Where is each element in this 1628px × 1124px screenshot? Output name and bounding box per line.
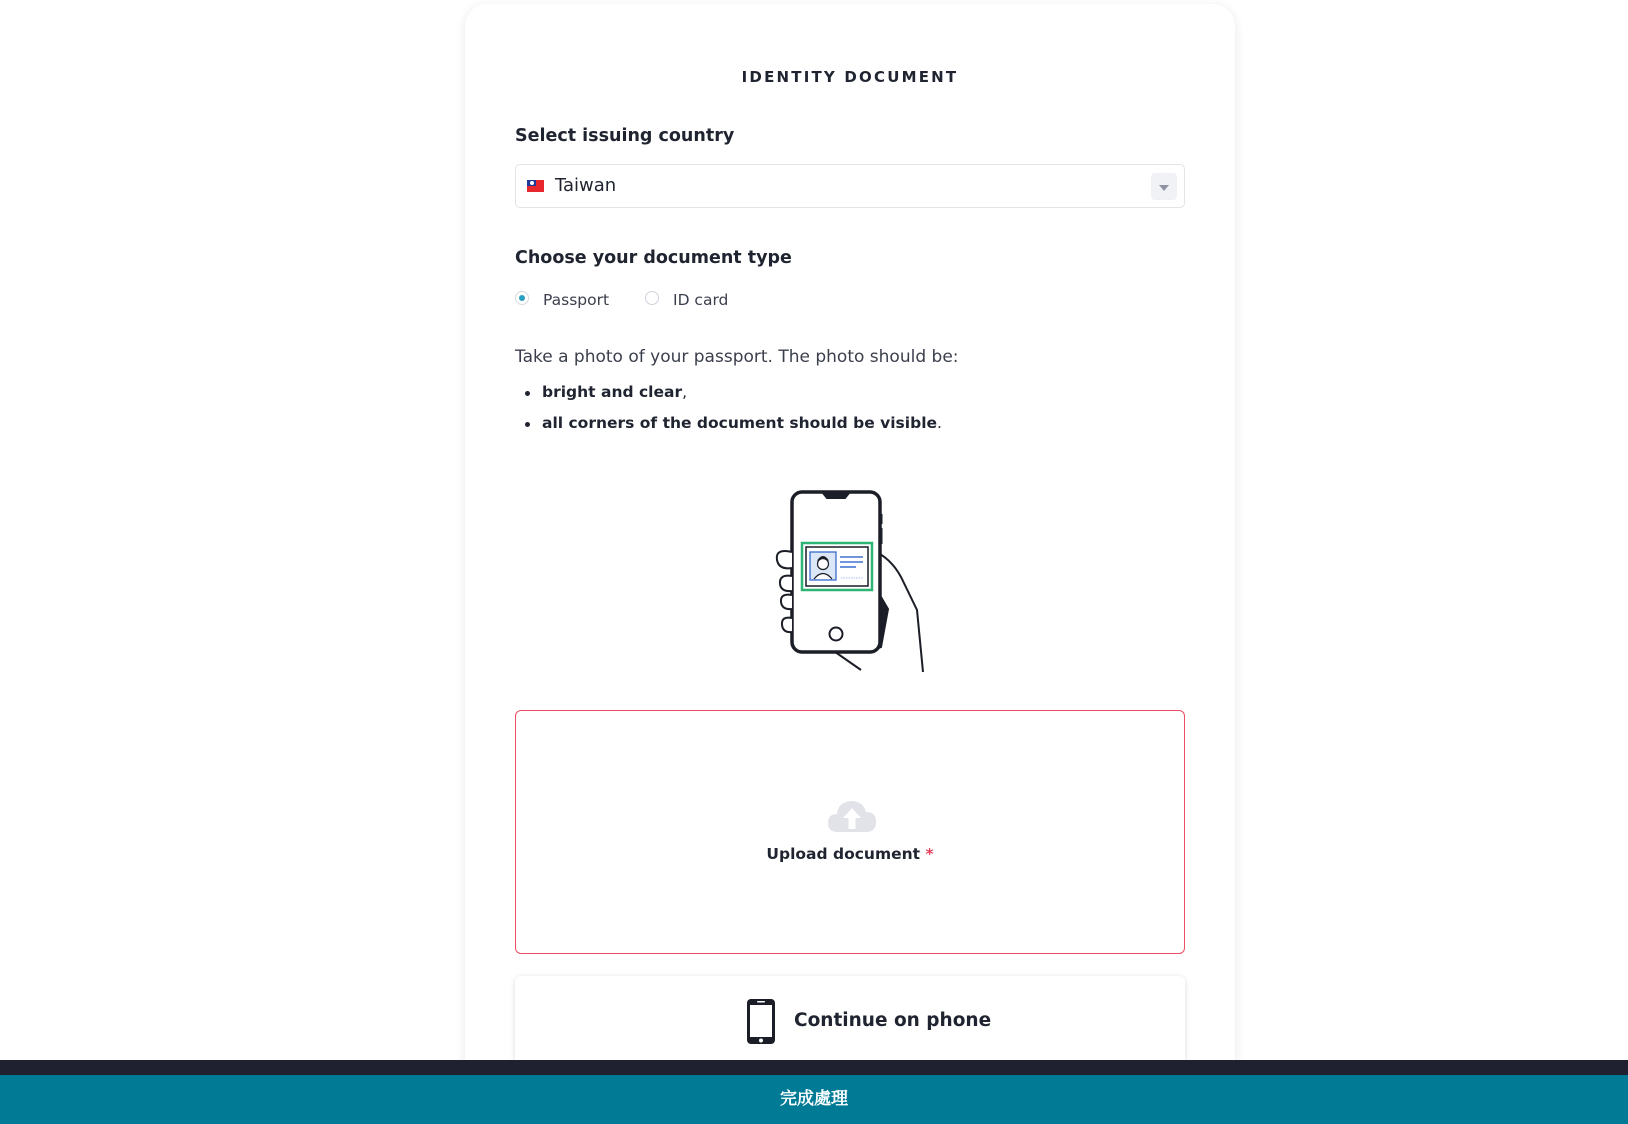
cloud-upload-icon — [826, 796, 878, 836]
upload-document-dropzone[interactable] — [515, 710, 1185, 954]
upload-document-label — [516, 845, 1184, 863]
list-item — [515, 383, 942, 414]
requirement-punct: . — [937, 414, 942, 432]
footer-divider — [0, 1060, 1628, 1075]
required-marker: * — [925, 845, 934, 863]
requirement-text: bright and clear — [542, 383, 683, 401]
photo-requirements-list — [515, 383, 942, 445]
upload-label-text: Upload document — [766, 845, 921, 863]
taiwan-flag-icon — [527, 180, 544, 192]
complete-button[interactable]: 完成處理 — [0, 1075, 1628, 1124]
continue-on-phone-label: Continue on phone — [794, 1010, 992, 1031]
phone-scan-illustration — [773, 482, 943, 682]
continue-on-phone-button[interactable] — [515, 976, 1185, 1066]
chevron-down-icon — [1159, 185, 1169, 191]
country-select-value: Taiwan — [555, 175, 617, 196]
identity-card — [465, 4, 1235, 1124]
list-item — [515, 414, 942, 445]
radio-id-card-label: ID card — [673, 291, 729, 309]
requirement-text: all corners of the document should be visible — [542, 414, 938, 432]
radio-passport-label: Passport — [543, 291, 610, 309]
document-type-label: Choose your document type — [515, 248, 792, 268]
dropdown-toggle[interactable] — [1151, 173, 1177, 200]
country-select[interactable] — [515, 164, 1185, 208]
smartphone-icon — [746, 998, 776, 1045]
radio-passport-indicator[interactable] — [515, 291, 529, 305]
page-title: IDENTITY DOCUMENT — [741, 68, 959, 86]
photo-instructions: Take a photo of your passport. The photo should be: — [515, 347, 959, 367]
radio-id-card-indicator[interactable] — [645, 291, 659, 305]
requirement-punct: , — [682, 383, 688, 401]
country-label: Select issuing country — [515, 126, 735, 146]
